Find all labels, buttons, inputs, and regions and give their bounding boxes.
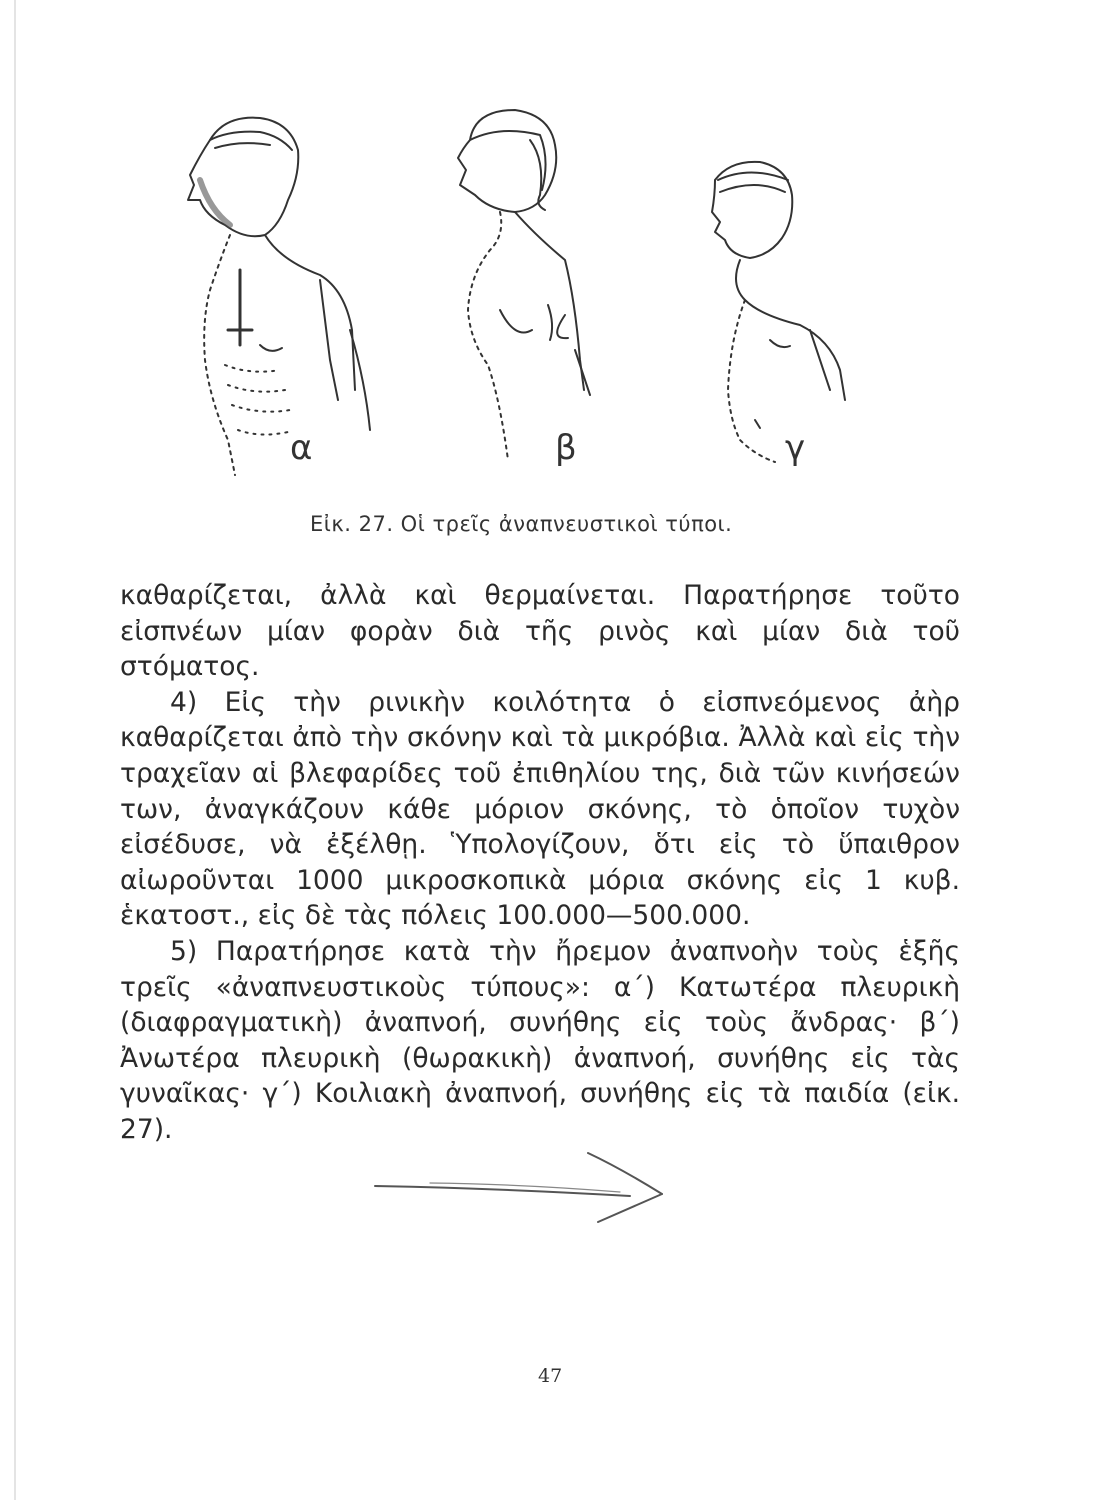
page-edge	[14, 0, 16, 1500]
body-text	[120, 578, 960, 1148]
three-breathing-types-illustration	[170, 100, 890, 500]
woman-figure	[458, 110, 590, 460]
child-figure	[712, 162, 845, 462]
man-figure	[188, 118, 370, 475]
figure-label-beta: β	[555, 428, 577, 468]
figure-caption: Εἰκ. 27. Οἱ τρεῖς ἀναπνευστικοὶ τύποι.	[310, 512, 733, 536]
paragraph-4: 4) Εἰς τὴν ρινικὴν κοιλότητα ὁ εἰσπνεόμενος ἀὴρ καθαρίζεται ἀπὸ τὴν σκόνην καὶ τὰ μικρόβια. Ἀλλὰ καὶ εἰς τὴν τραχεῖαν αἱ βλεφαρίδες τοῦ ἐπιθηλίου της, διὰ τῶν κινήσεών των, ἀναγκάζουν κάθε μόριον σκόνης, τὸ ὁποῖον τυχὸν εἰσέδυσε, νὰ ἐξέλθῃ. Ὑπολογίζουν, ὅτι εἰς τὸ ὕπαιθρον αἰωροῦνται 1000 μικροσκοπικὰ μόρια σκόνης εἰς 1 κυβ. ἑκατοστ., εἰς δὲ τὰς πόλεις 100.000—500.000.	[120, 686, 960, 932]
paragraph-continuation: καθαρίζεται, ἀλλὰ καὶ θερμαίνεται. Παρατήρησε τοῦτο εἰσπνέων μίαν φορὰν διὰ τῆς ρινὸς καὶ μίαν διὰ τοῦ στόματος.	[120, 580, 960, 683]
figure-label-alpha: α	[290, 428, 313, 468]
paragraph-5: 5) Παρατήρησε κατὰ τὴν ἤρεμον ἀναπνοὴν τοὺς ἑξῆς τρεῖς «ἀναπνευστικοὺς τύπους»: α΄) Κατωτέρα πλευρικὴ (διαφραγματικὴ) ἀναπνοή, συνήθης εἰς τοὺς ἄνδρας· β΄) Ἀνωτέρα πλευρικὴ (θωρακικὴ) ἀναπνοή, συνήθης εἰς τὰς γυναῖκας· γ΄) Κοιλιακὴ ἀναπνοή, συνήθης εἰς τὰ παιδία (εἰκ. 27).	[120, 935, 960, 1145]
figure-27	[170, 100, 890, 500]
page-number: 47	[538, 1365, 563, 1387]
right-arrow-icon	[370, 1148, 670, 1228]
figure-label-gamma: γ	[785, 428, 806, 468]
